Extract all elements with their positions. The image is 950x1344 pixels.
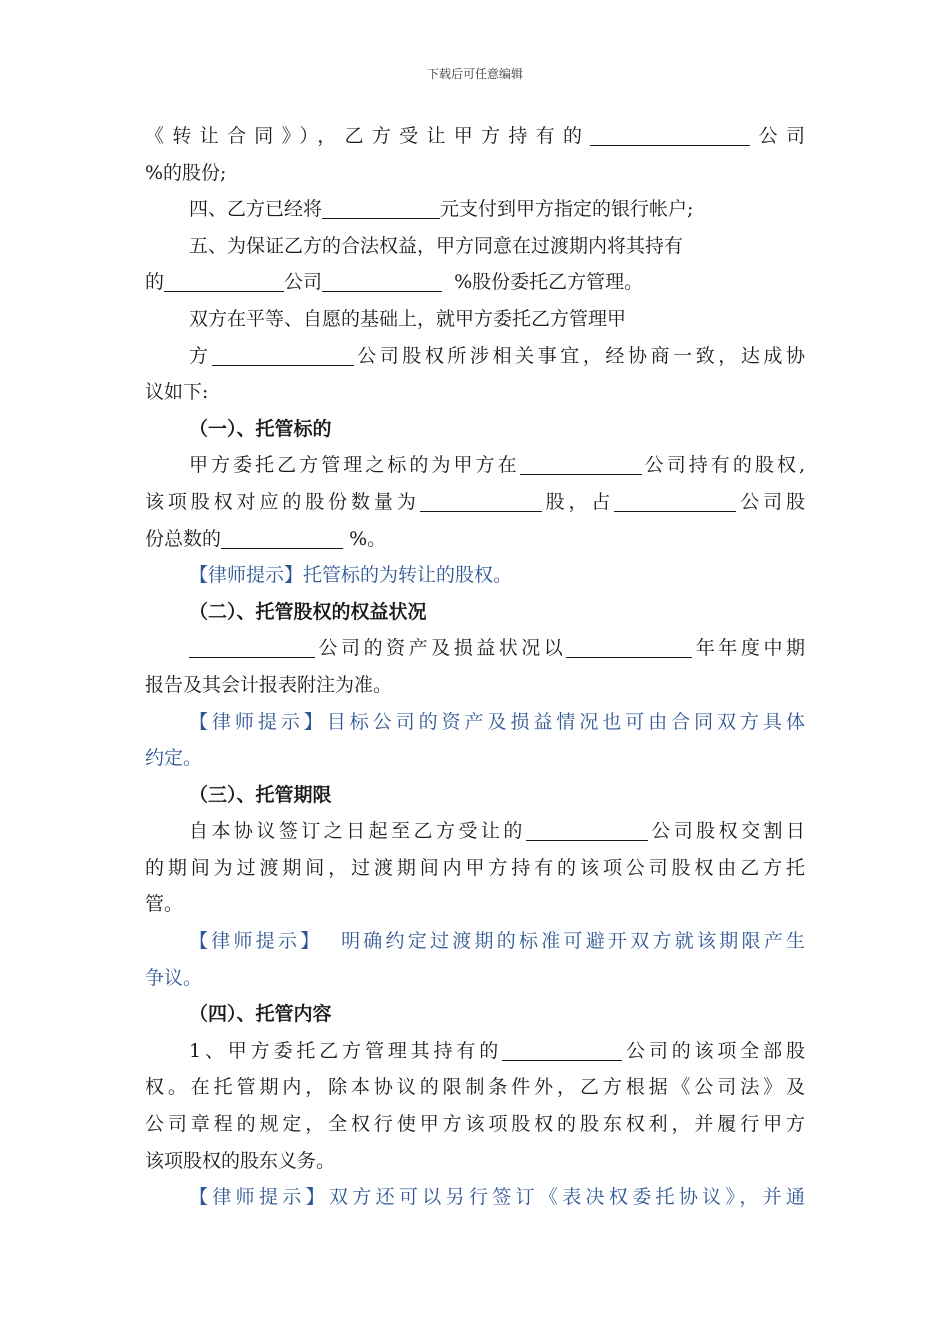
lawyer-tip [145, 704, 805, 741]
text-line [145, 1106, 805, 1143]
text-line [145, 228, 805, 265]
text-run: 四、乙方已经将 [189, 198, 323, 221]
fill-blank [212, 343, 354, 366]
text-run: 公司章程的规定，全权行使甲方该项股权的股东权利，并履行甲方 [145, 1113, 805, 1136]
section-heading [145, 411, 805, 448]
lawyer-tip [145, 923, 805, 960]
fill-blank [322, 269, 442, 292]
fill-blank [566, 635, 692, 658]
fill-blank [322, 196, 440, 219]
tip-text: 托管标的为转让的股权。 [303, 564, 513, 587]
tip-text: 目标公司的资产及损益情况也可由合同双方具体 [326, 710, 805, 733]
text-run: 1、甲方委托乙方管理其持有的 [189, 1039, 503, 1062]
text-line [145, 338, 805, 375]
tip-label: 【律师提示】 [189, 710, 327, 733]
fill-blank [526, 818, 648, 841]
tip-text: 双方还可以另行签订《表决权委托协议》，并通 [328, 1186, 805, 1209]
text-run: 公司持有的股权, [641, 454, 805, 477]
fill-blank [221, 526, 343, 549]
text-run: 的 [145, 271, 165, 294]
text-run: 方 [189, 344, 212, 367]
tip-text: 争议。 [145, 966, 203, 989]
text-run: 份总数的 [145, 527, 222, 550]
text-run: 公司股权交割日 [647, 820, 805, 843]
text-run: 权。在托管期内，除本协议的限制条件外，乙方根据《公司法》及 [145, 1076, 805, 1099]
text-run: 五、为保证乙方的合法权益，甲方同意在过渡期内将其持有 [189, 234, 684, 257]
page-header-note: 下载后可任意编辑 [426, 67, 523, 81]
text-line [145, 1033, 805, 1070]
heading-text: （二）、托管股权的权益状况 [189, 600, 427, 623]
document-body [145, 118, 805, 1216]
tip-label: 【律师提示】 [189, 930, 323, 953]
text-line [145, 1143, 805, 1180]
text-line [145, 484, 805, 521]
text-line [145, 264, 805, 301]
fill-blank [520, 452, 642, 475]
lawyer-tip [145, 1179, 805, 1216]
fill-blank [164, 269, 284, 292]
fill-blank [189, 635, 315, 658]
text-run: 该项股权对应的股份数量为 [145, 490, 420, 513]
lawyer-tip-continued [145, 960, 805, 997]
text-run: 公司 [750, 125, 805, 147]
heading-text: （一）、托管标的 [189, 417, 332, 440]
text-run: %的股份; [145, 161, 227, 184]
text-line [145, 447, 805, 484]
fill-blank [614, 489, 736, 512]
text-run: 《转让合同》），乙方受让甲方持有的 [145, 125, 591, 147]
text-line [145, 667, 805, 704]
text-run: 公司股权所涉相关事宜，经协商一致，达成协 [353, 344, 805, 367]
text-line [145, 1069, 805, 1106]
fill-blank [420, 489, 542, 512]
tip-text: 明确约定过渡期的标准可避开双方就该期限产生 [341, 930, 805, 953]
heading-text: （三）、托管期限 [189, 783, 332, 806]
text-line [145, 630, 805, 667]
fill-blank [590, 123, 750, 146]
text-run: 股，占 [541, 490, 615, 513]
text-run: 公司的资产及损益状况以 [315, 637, 567, 660]
text-run: 元支付到甲方指定的银行帐户; [440, 198, 694, 221]
text-run: %。 [349, 527, 387, 550]
text-line [145, 886, 805, 923]
text-run: %股份委托乙方管理。 [454, 271, 644, 294]
text-line [145, 301, 805, 338]
text-line [145, 850, 805, 887]
text-run: 议如下: [145, 381, 209, 404]
text-line [145, 374, 805, 411]
text-line [145, 155, 805, 192]
text-run: 管。 [145, 893, 184, 916]
text-run: 公司 [284, 271, 323, 294]
tip-label: 【律师提示】 [189, 564, 304, 587]
text-run: 公司股 [736, 490, 805, 513]
text-line [145, 191, 805, 228]
fill-blank [502, 1038, 622, 1061]
section-heading [145, 996, 805, 1033]
tip-text: 约定。 [145, 747, 203, 770]
lawyer-tip [145, 557, 805, 594]
text-run: 报告及其会计报表附注为准。 [145, 673, 393, 696]
text-run: 公司的该项全部股 [622, 1039, 805, 1062]
text-run: 甲方委托乙方管理之标的为甲方在 [189, 454, 520, 477]
text-run: 自本协议签订之日起至乙方受让的 [189, 820, 526, 843]
lawyer-tip-continued [145, 740, 805, 777]
text-line [145, 118, 805, 155]
section-heading [145, 777, 805, 814]
heading-text: （四）、托管内容 [189, 1003, 332, 1026]
text-run: 的期间为过渡期间，过渡期间内甲方持有的该项公司股权由乙方托 [145, 856, 805, 879]
text-run: 该项股权的股东义务。 [145, 1149, 336, 1172]
text-line [145, 813, 805, 850]
tip-label: 【律师提示】 [189, 1186, 329, 1209]
section-heading [145, 594, 805, 631]
text-line [145, 521, 805, 558]
text-run: 年年度中期 [692, 637, 805, 660]
text-run: 双方在平等、自愿的基础上，就甲方委托乙方管理甲 [189, 307, 627, 330]
